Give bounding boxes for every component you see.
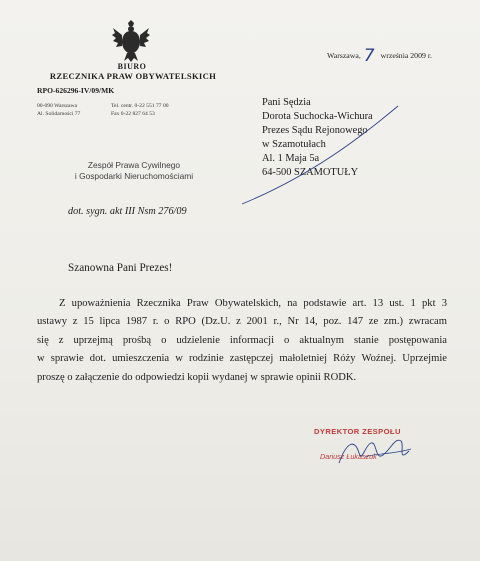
phone-number: Tel. centr. 0-22 551 77 00 (111, 103, 169, 109)
fax-number: Fax 0-22 827 64 53 (111, 111, 155, 117)
office-name: RZECZNIKA PRAW OBYWATELSKICH (49, 71, 217, 81)
address-line-1 (37, 103, 169, 109)
letter-date (327, 43, 432, 66)
date-city: Warszawa, (327, 51, 361, 60)
signature-stamp-title: DYREKTOR ZESPOŁU (314, 427, 401, 436)
recipient-line-2: Dorota Suchocka-Wichura (262, 111, 373, 122)
body-line-1: Z upoważnienia Rzecznika Praw Obywatelskich, na podstawie art. 13 ust. 1 pkt 3 (59, 298, 447, 309)
handwritten-signature (335, 433, 415, 475)
body-line-2: ustawy z 15 lipca 1987 r. o RPO (Dz.U. z 2001 r., Nr 14, poz. 147 ze zm.) zwracam (37, 316, 447, 328)
handwritten-strike-line (240, 98, 400, 210)
recipient-line-1: Pani Sędzia (262, 97, 311, 108)
recipient-line-6: 64-500 SZAMOTUŁY (262, 167, 359, 178)
address-line-2 (37, 111, 155, 117)
date-day-handwritten: 7 (363, 46, 375, 66)
case-signature-reference: dot. sygn. akt III Nsm 276/09 (68, 206, 187, 217)
signature-stamp-name: Dariusz Łukaszuk (320, 452, 377, 461)
recipient-line-4: w Szamotułach (262, 139, 326, 150)
department-stamp-line-1: Zespół Prawa Cywilnego (87, 160, 181, 170)
recipient-line-3: Prezes Sądu Rejonowego (262, 125, 368, 136)
postal-address: 00-090 Warszawa (37, 103, 77, 109)
body-line-5: proszę o załączenie do odpowiedzi kopii wydanej w sprawie opinii RODK. (37, 371, 357, 383)
body-line-4: w sprawie dot. umieszczenia w rodzinie zastępczej małoletniej Róży Woźnej. Uprzejmie (37, 353, 447, 365)
letter-body (37, 295, 447, 387)
office-label-biuro: BIURO (117, 62, 147, 71)
salutation: Szanowna Pani Prezes! (68, 262, 173, 274)
eagle-emblem-icon (112, 20, 150, 62)
case-reference-number: RPO-626296-IV/09/MK (37, 86, 115, 95)
recipient-line-5: Al. 1 Maja 5a (262, 153, 320, 164)
street-address: Al. Solidarności 77 (37, 111, 81, 117)
department-stamp-line-2: i Gospodarki Nieruchomościami (74, 171, 194, 181)
body-line-3: się z uprzejmą prośbą o udzielenie informacji o aktualnym stanie postępowania (37, 334, 447, 346)
date-month-year: września 2009 r. (380, 51, 432, 60)
